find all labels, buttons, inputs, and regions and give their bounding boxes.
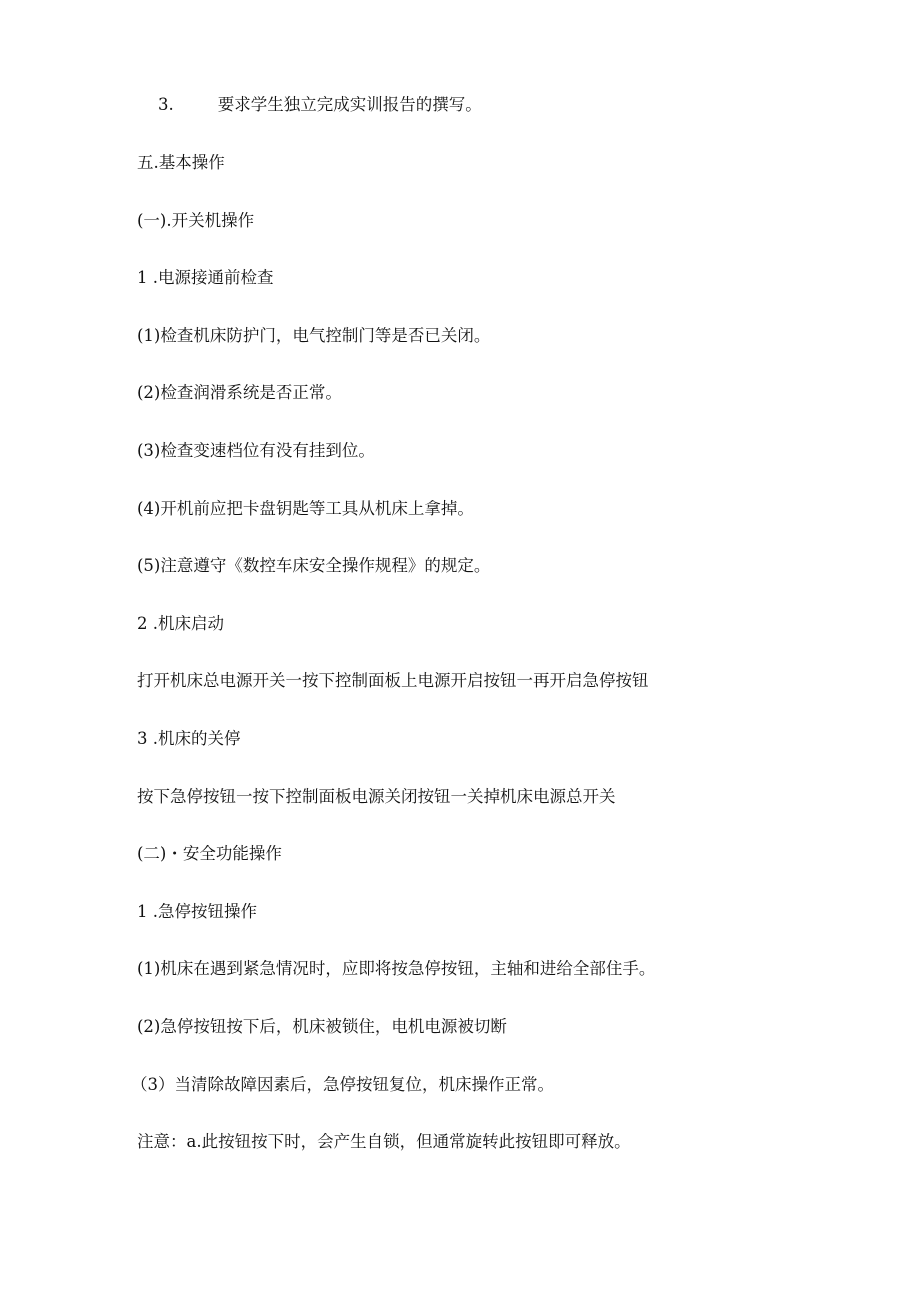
subsection-heading-power-operations: (一).开关机操作 xyxy=(137,211,255,230)
list-item: (5)注意遵守《数控车床安全操作规程》的规定。 xyxy=(137,556,491,575)
item-heading-emergency-stop: 1 .急停按钮操作 xyxy=(137,902,257,921)
list-item: (3)检查变速档位有没有挂到位。 xyxy=(137,441,375,460)
line-text: 要求学生独立完成实训报告的撰写。 xyxy=(217,95,482,114)
section-heading-basic-operations: 五.基本操作 xyxy=(137,153,225,172)
list-number: 3. xyxy=(158,95,174,114)
list-item: (2)检查润滑系统是否正常。 xyxy=(137,383,342,402)
item-heading-machine-start: 2 .机床启动 xyxy=(137,614,224,633)
list-item: (1)检查机床防护门，电气控制门等是否已关闭。 xyxy=(137,326,491,345)
paragraph-start-procedure: 打开机床总电源开关一按下控制面板上电源开启按钮一再开启急停按钮 xyxy=(137,671,649,690)
list-item: (4)开机前应把卡盘钥匙等工具从机床上拿掉。 xyxy=(137,499,474,518)
note-paragraph: 注意：a.此按钮按下时，会产生自锁，但通常旋转此按钮即可释放。 xyxy=(137,1132,631,1151)
list-item: (2)急停按钮按下后，机床被锁住，电机电源被切断 xyxy=(137,1017,507,1036)
item-heading-machine-stop: 3 .机床的关停 xyxy=(137,729,241,748)
item-heading-pre-power-check: 1 .电源接通前检查 xyxy=(137,268,274,287)
paragraph-stop-procedure: 按下急停按钮一按下控制面板电源关闭按钮一关掉机床电源总开关 xyxy=(137,787,616,806)
report-requirement-line xyxy=(158,94,482,116)
subsection-heading-safety-functions: (二)・安全功能操作 xyxy=(137,844,282,863)
list-item: (1)机床在遇到紧急情况时，应即将按急停按钮，主轴和进给全部住手。 xyxy=(137,959,656,978)
list-item: （3）当清除故障因素后，急停按钮复位，机床操作正常。 xyxy=(131,1075,554,1094)
